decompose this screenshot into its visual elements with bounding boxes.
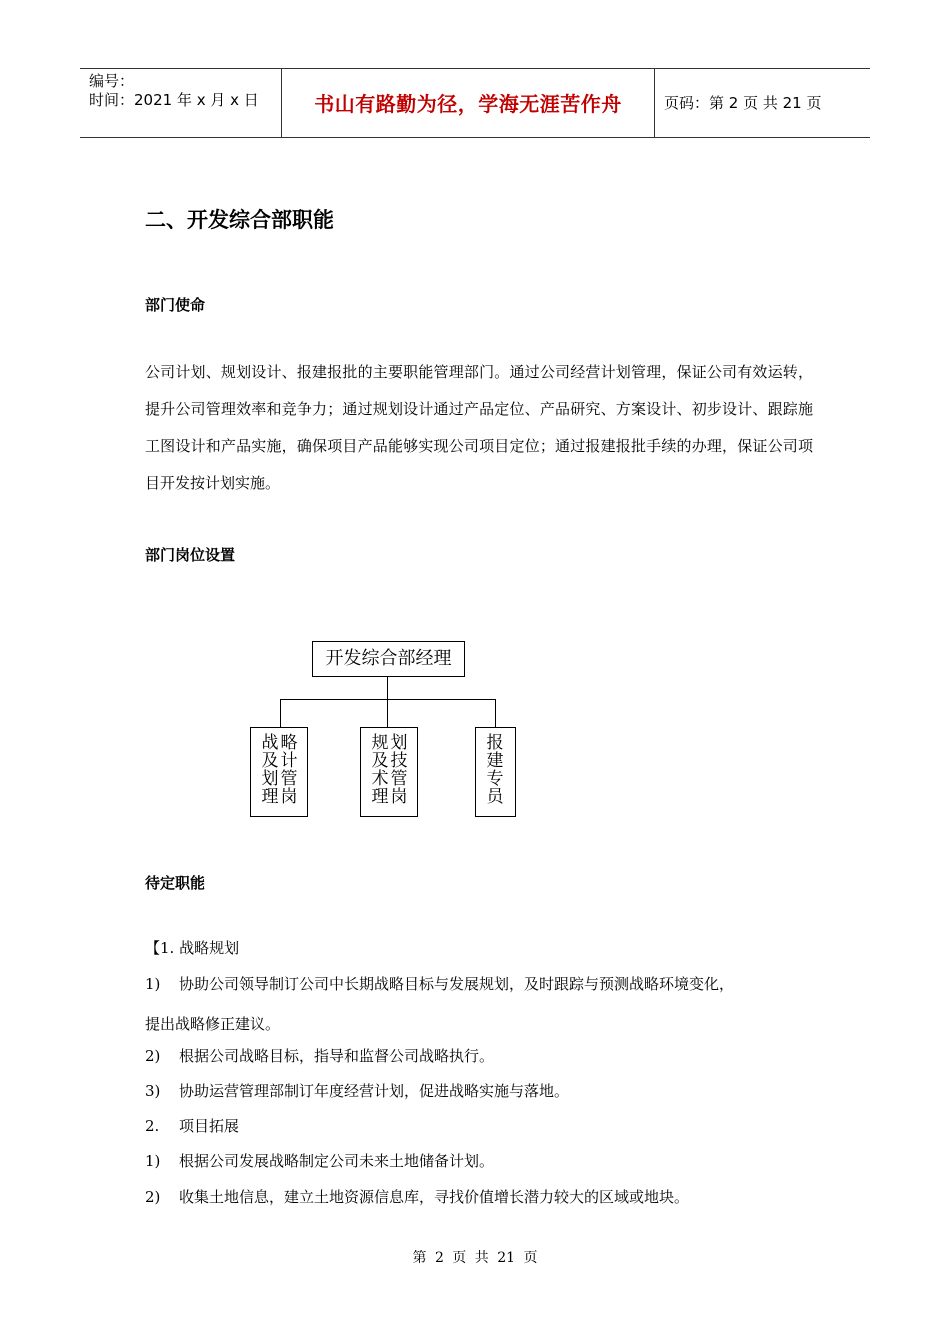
org-chart-connector-right [495, 699, 496, 727]
org-chart-planning-col-right: 划技管岗 [390, 733, 408, 807]
duty-number: 2. [145, 1117, 160, 1135]
duty-line [145, 937, 239, 959]
document-date-label: 时间：2021 年 x 月 x 日 [89, 91, 259, 109]
duty-line [145, 973, 734, 995]
duty-text: 根据公司战略目标，指导和监督公司战略执行。 [179, 1047, 495, 1065]
header-page-number: 页码：第 2 页 共 21 页 [664, 94, 822, 112]
header-left-cell [80, 69, 282, 137]
org-chart-connector-left [280, 699, 281, 727]
org-chart-planning-box [360, 727, 418, 817]
section-title: 二、开发综合部职能 [145, 208, 334, 232]
org-chart-permit-box [475, 727, 516, 817]
duties-heading: 待定职能 [145, 874, 206, 892]
org-chart-strategy-box [250, 727, 308, 817]
duty-line [145, 1080, 569, 1102]
header-motto: 书山有路勤为径，学海无涯苦作舟 [314, 92, 622, 116]
duty-text: 项目拓展 [179, 1117, 240, 1135]
duty-text: 收集土地信息，建立土地资源信息库，寻找价值增长潜力较大的区域或地块。 [179, 1188, 690, 1206]
duty-text: 协助公司领导制订公司中长期战略目标与发展规划，及时跟踪与预测战略环境变化， [179, 975, 735, 993]
duty-text: 提出战略修正建议。 [145, 1015, 281, 1033]
duty-text: 协助运营管理部制订年度经营计划，促进战略实施与落地。 [179, 1082, 570, 1100]
org-chart-connector-horizontal [280, 699, 496, 700]
duty-line [145, 1045, 494, 1067]
header-page-cell [655, 69, 870, 137]
positions-heading: 部门岗位设置 [145, 546, 236, 564]
duty-number: 2) [145, 1047, 161, 1065]
header-table [80, 68, 870, 138]
document-number-label: 编号： [89, 72, 135, 90]
duty-number: 1) [145, 1152, 161, 1170]
org-chart-strategy-col-right: 略计管岗 [280, 733, 298, 807]
org-chart-connector-middle [387, 699, 388, 727]
duty-line [145, 1115, 239, 1137]
page-footer: 第 2 页 共 21 页 [412, 1250, 538, 1266]
mission-heading: 部门使命 [145, 296, 206, 314]
header-motto-cell [282, 69, 655, 137]
duty-number: 3) [145, 1082, 161, 1100]
duty-text: 根据公司发展战略制定公司未来土地储备计划。 [179, 1152, 495, 1170]
mission-paragraph: 公司计划、规划设计、报建报批的主要职能管理部门。通过公司经营计划管理，保证公司有效运转，提升公司管理效率和竞争力；通过规划设计通过产品定位、产品研究、方案设计、初步设计、跟踪施工图设计和产品实施，确保项目产品能够实现公司项目定位；通过报建报批手续的办理，保证公司项目开发按计划实施。 [145, 363, 813, 492]
duty-text: 【1. 战略规划 [145, 939, 240, 957]
org-chart-manager-box: 开发综合部经理 [312, 641, 465, 677]
duty-line [145, 1186, 689, 1208]
duty-line [145, 1013, 280, 1035]
duty-number: 1) [145, 975, 161, 993]
duty-line [145, 1150, 494, 1172]
org-chart-strategy-col-left: 战及划理 [261, 733, 279, 807]
org-chart-permit-col: 报建专员 [486, 733, 504, 807]
duty-number: 2) [145, 1188, 161, 1206]
org-chart-planning-col-left: 规及术理 [371, 733, 389, 807]
org-chart-connector-stem [387, 676, 388, 699]
